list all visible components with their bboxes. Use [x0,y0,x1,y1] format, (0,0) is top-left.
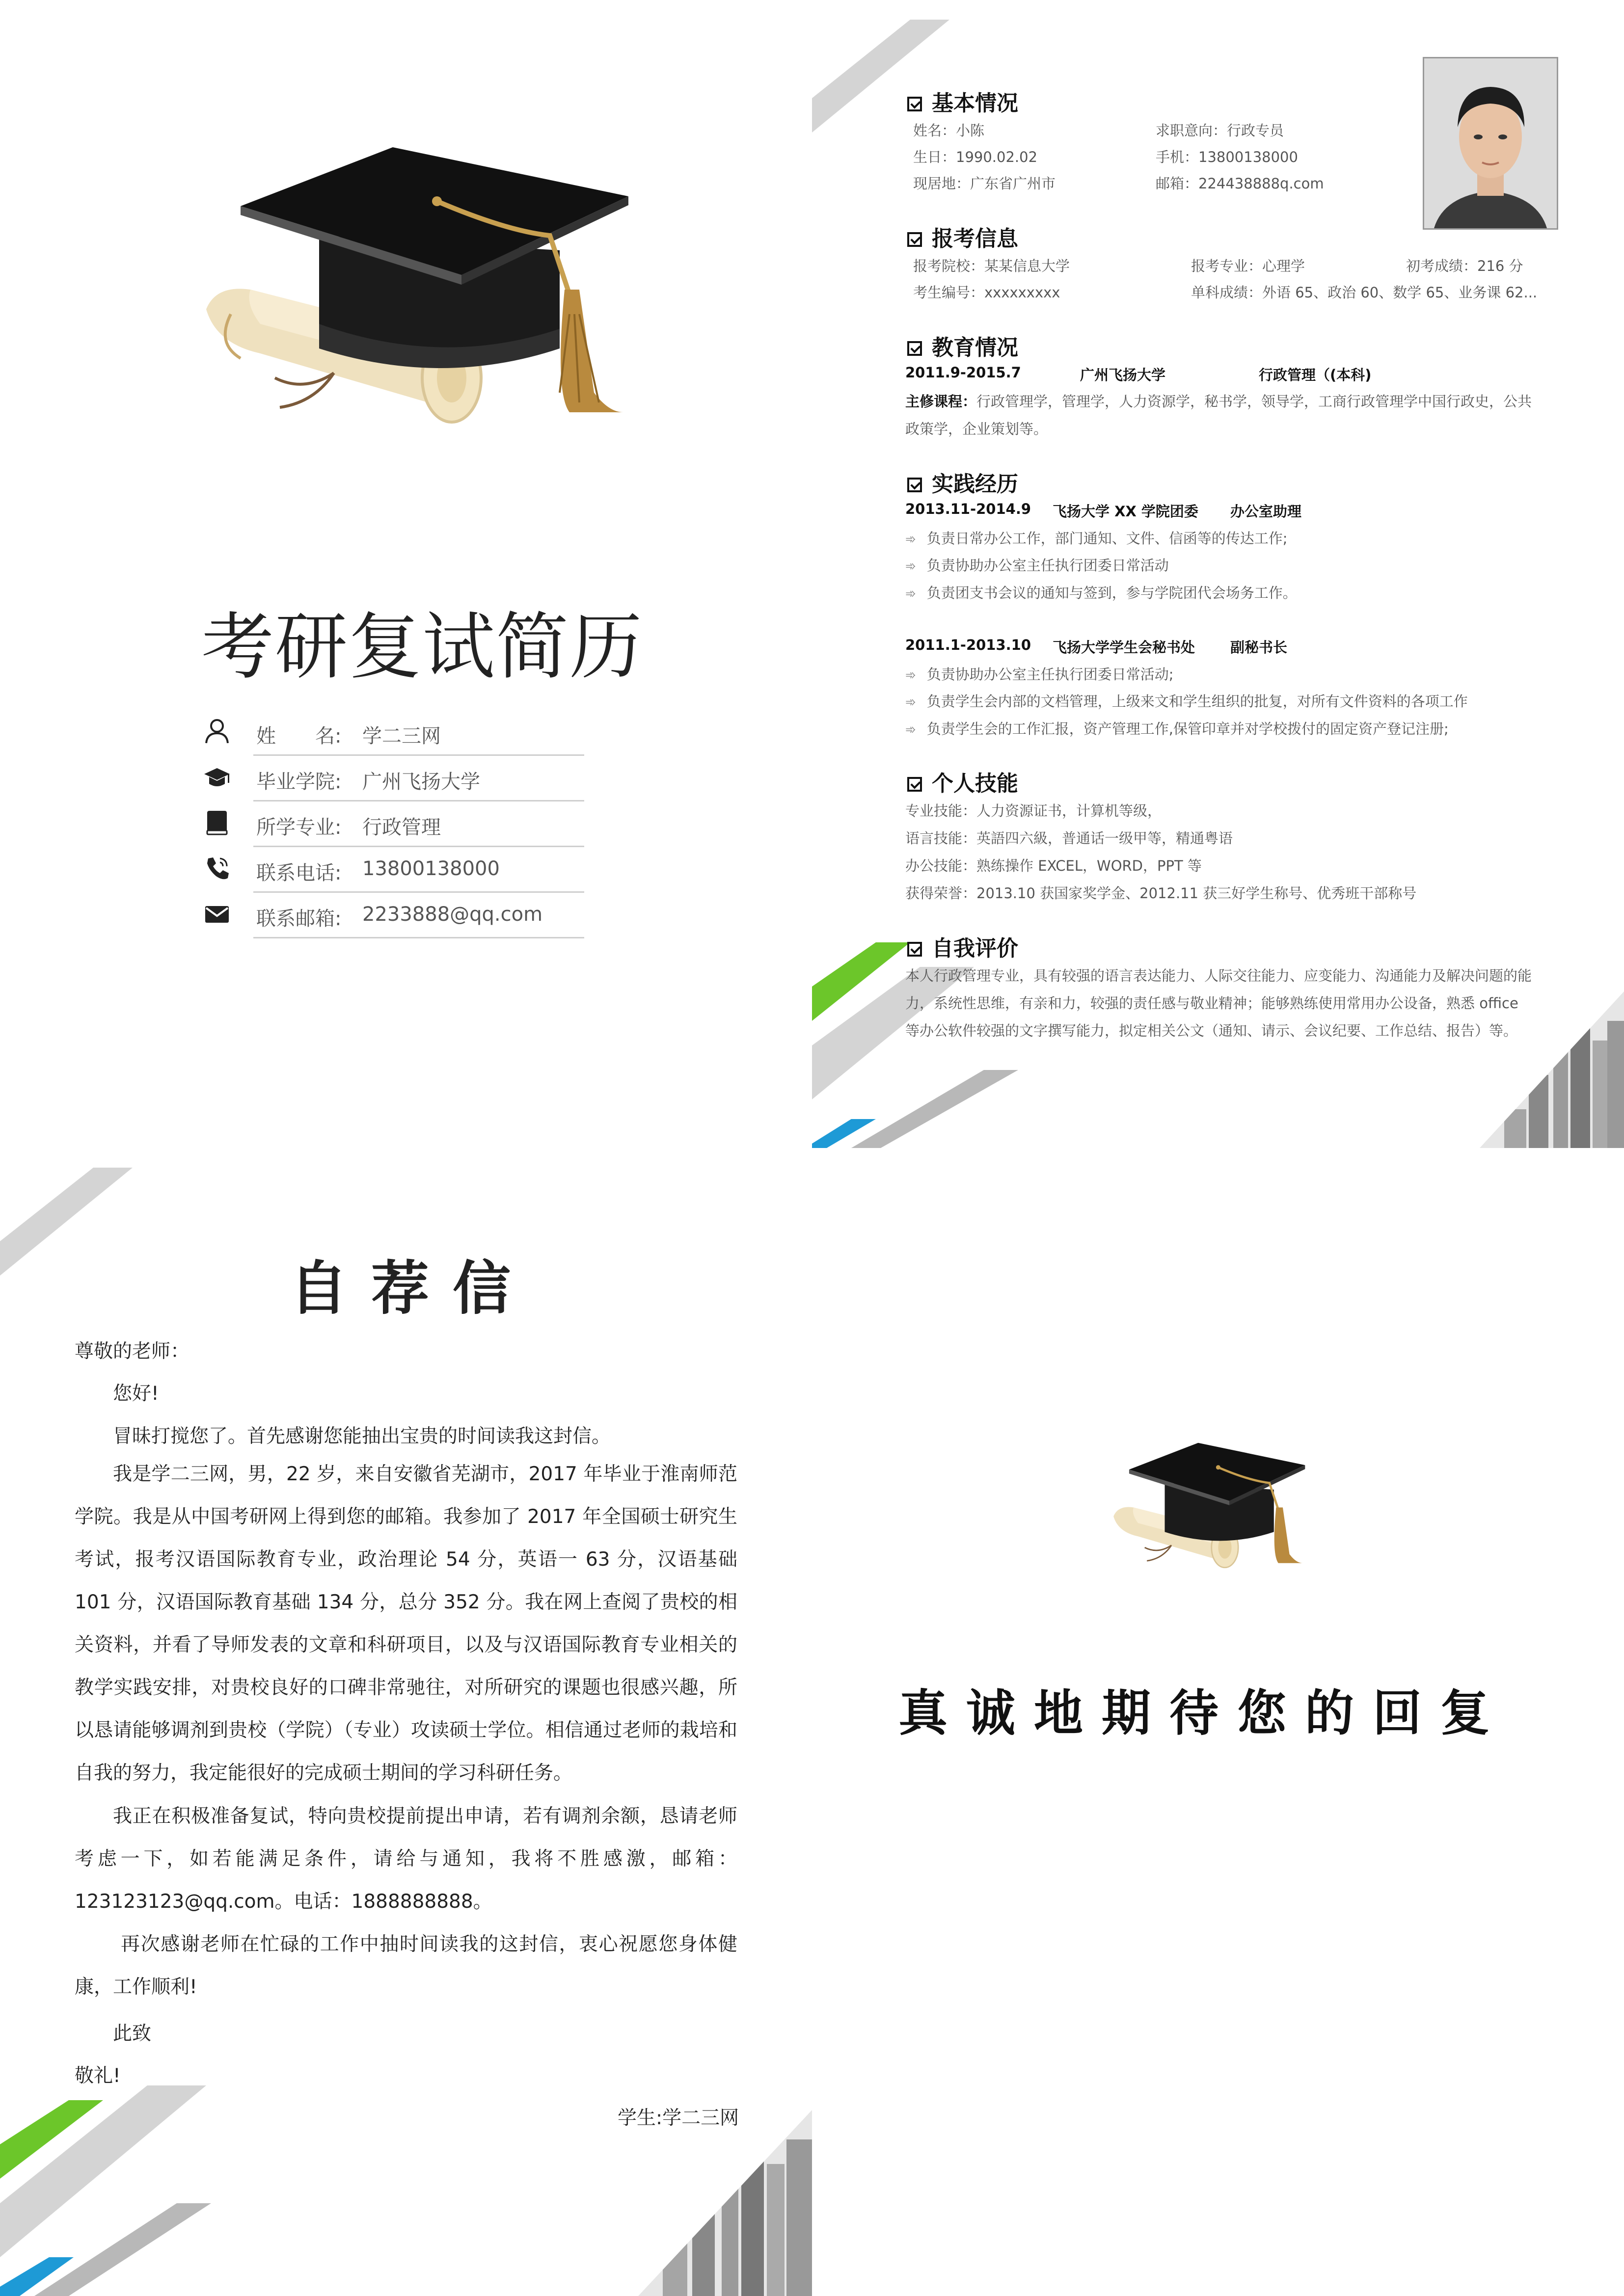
arrow-bullet-icon: ➾ [905,668,916,683]
arrow-bullet-icon: ➾ [905,695,916,710]
info-label: 姓 名: [256,725,342,748]
skill-item: 专业技能：人力资源证书，计算机等级， [905,802,1162,819]
section-title-skills: 个人技能 [907,766,1018,797]
exam-score: 初考成绩：216 分 [1406,258,1523,274]
resume-page [812,0,1624,1148]
job2-role: 副秘书长 [1230,639,1288,656]
section-title-practice: 实践经历 [907,466,1018,498]
letter-paragraph-3: 我正在积极准备复试，特向贵校提前提出申请，若有调剂余额，恳请老师考虑一下，如若能满足条件，请给与通知，我将不胜感激，邮箱：123123123@qq.com。电话：1888888888。 [75,1805,737,1913]
job1-item: ➾ 负责团支书会议的通知与签到，参与学院团代会场务工作。 [905,585,1297,601]
decor-stripes-bottom [0,2061,245,2296]
graduation-cap-icon [203,763,231,791]
info-value: 行政管理 [362,816,441,839]
job2-org: 飞扬大学学生会秘书处 [1053,639,1195,656]
skill-item: 获得荣誉：2013.10 获国家奖学金、2012.11 获三好学生称号、优秀班干部称号 [905,885,1417,902]
job1-item: ➾ 负责协助办公室主任执行团委日常活动 [905,557,1169,574]
letter-signature: 学生:学二三网 [618,2107,739,2129]
letter-paragraph-4: 再次感谢老师在忙碌的工作中抽时间读我的这封信，衷心祝愿您身体健康，工作顺利! [75,1933,737,1998]
portrait-image [1424,58,1557,228]
divider [253,754,584,756]
info-value: 广州飞扬大学 [362,771,480,793]
checkbox-icon [907,97,922,111]
cover-page [0,0,812,1148]
graduation-cap-illustration [187,137,717,491]
city-skyline-image [638,2110,812,2296]
profile-photo [1423,57,1558,230]
info-label: 所学专业: [256,816,342,839]
mail-icon [203,900,231,928]
checkbox-icon [907,232,922,247]
edu-courses-line1: 主修课程：行政管理学，管理学，人力资源学，秘书学，领导学，工商行政管理学中国行政史，公共 [905,393,1532,410]
info-label: 联系邮箱: [256,908,342,930]
basic-mobile: 手机：13800138000 [1156,149,1298,165]
letter-greeting: 您好! [113,1383,159,1405]
info-row-email [201,894,584,938]
letter-paragraph-1: 冒昧打搅您了。首先感谢您能抽出宝贵的时间读我这封信。 [113,1425,611,1447]
skill-item: 语言技能：英語四六級，普通话一级甲等，精通粤语 [905,830,1233,847]
skill-item: 办公技能：熟练操作 EXCEL，WORD，PPT 等 [905,857,1202,874]
cover-title: 考研复试简历 [201,605,643,689]
job2-item: ➾ 负责学生会内部的文档管理，上级来文和学生组织的批复，对所有文件资料的各项工作 [905,693,1468,710]
basic-email: 邮箱：224438888q.com [1156,175,1324,192]
letter-paragraph-2: 我是学二三网，男，22 岁，来自安徽省芜湖市，2017 年毕业于淮南师范学院。我是从中国考研网上得到您的邮箱。我参加了 2017 年全国硕士研究生考试，报考汉语国际教育专业，政治理论 54 分，英语一 63 分，汉语基础 101 分，汉语国际教育基础 134 分，总分 352 分。我在网上查阅了贵校的相关资料，并看了导师发表的文章和科研项目，以及与汉语国际教育专业相关的教学实践安排，对贵校良好的口碑非常驰往，对所研究的课题也很感兴趣，所以恳请能够调剂到贵校（学院）（专业）攻读硕士学位。相信通过老师的栽培和自我的努力，我定能很好的完成硕士期间的学习科研任务。 [75,1463,737,1784]
checkbox-icon [907,942,922,957]
graduation-cap-illustration [1105,1438,1345,1600]
job2-item: ➾ 负责学生会的工作汇报，资产管理工作,保管印章并对学校拨付的固定资产登记注册; [905,721,1449,737]
info-label: 联系电话: [256,862,342,884]
book-icon [203,809,231,836]
exam-major: 报考专业：心理学 [1191,258,1305,274]
job2-item: ➾ 负责协助办公室主任执行团委日常活动; [905,666,1174,683]
section-title-exam: 报考信息 [907,221,1018,252]
self-line: 等办公软件较强的文字撰写能力，拟定相关公文（通知、请示、会议纪要、工作总结、报告）等。 [905,1022,1518,1039]
exam-subjects: 单科成绩：外语 65、政治 60、数学 65、业务课 62... [1191,284,1538,301]
checkbox-icon [907,478,922,492]
info-row-name [201,712,584,756]
letter-closing-1: 此致 [113,2023,152,2045]
arrow-bullet-icon: ➾ [905,722,916,737]
info-label: 毕业学院: [256,771,342,793]
job1-org: 飞扬大学 XX 学院团委 [1053,503,1198,520]
exam-number: 考生编号：xxxxxxxxx [913,284,1060,301]
checkbox-icon [907,777,922,792]
self-line: 力，系统性思维，有亲和力，较强的责任感与敬业精神；能够熟练使用常用办公设备，熟悉 office [905,995,1518,1012]
edu-degree: 行政管理（(本科) [1259,367,1372,383]
letter-title: 自荐信 [290,1254,535,1322]
closing-text: 真诚地期待您的回复 [898,1684,1508,1742]
basic-name: 姓名：小陈 [913,122,985,139]
edu-courses-line2: 政策学，企业策划等。 [905,421,1048,437]
info-row-phone [201,849,584,893]
letter-closing-2: 敬礼! [75,2065,121,2087]
job1-role: 办公室助理 [1230,503,1302,520]
tassel [561,290,623,412]
job1-period: 2013.11-2014.9 [905,501,1031,517]
basic-intent: 求职意向：行政专员 [1156,122,1284,139]
job1-item: ➾ 负责日常办公工作，部门通知、文件、信函等的传达工作; [905,530,1288,547]
arrow-bullet-icon: ➾ [905,532,916,547]
info-value: 2233888@qq.com [362,903,543,926]
info-row-major [201,803,584,847]
info-value: 学二三网 [362,725,441,748]
basic-address: 现居地：广东省广州市 [913,175,1056,192]
basic-birth: 生日：1990.02.02 [913,149,1038,165]
letter-salutation: 尊敬的老师： [75,1340,190,1362]
arrow-bullet-icon: ➾ [905,559,916,574]
phone-icon [203,854,231,882]
edu-period: 2011.9-2015.7 [905,364,1021,381]
person-icon [203,718,231,745]
section-title-education: 教育情况 [907,330,1018,361]
cap-board [241,147,628,275]
divider [253,846,584,847]
job2-period: 2011.1-2013.10 [905,637,1031,653]
exam-school: 报考院校：某某信息大学 [913,258,1070,274]
section-title-self: 自我评价 [907,931,1018,962]
city-skyline-image [1480,991,1624,1148]
divider [253,891,584,893]
section-title-basic: 基本情况 [907,85,1018,117]
arrow-bullet-icon: ➾ [905,587,916,601]
checkbox-icon [907,341,922,356]
divider [253,937,584,938]
info-value: 13800138000 [362,857,500,880]
edu-school: 广州飞扬大学 [1080,367,1166,383]
self-line: 本人行政管理专业，具有较强的语言表达能力、人际交往能力、应变能力、沟通能力及解决问题的能 [905,967,1532,984]
info-row-college [201,757,584,801]
decor-stripes-top [0,1148,147,1295]
divider [253,800,584,801]
